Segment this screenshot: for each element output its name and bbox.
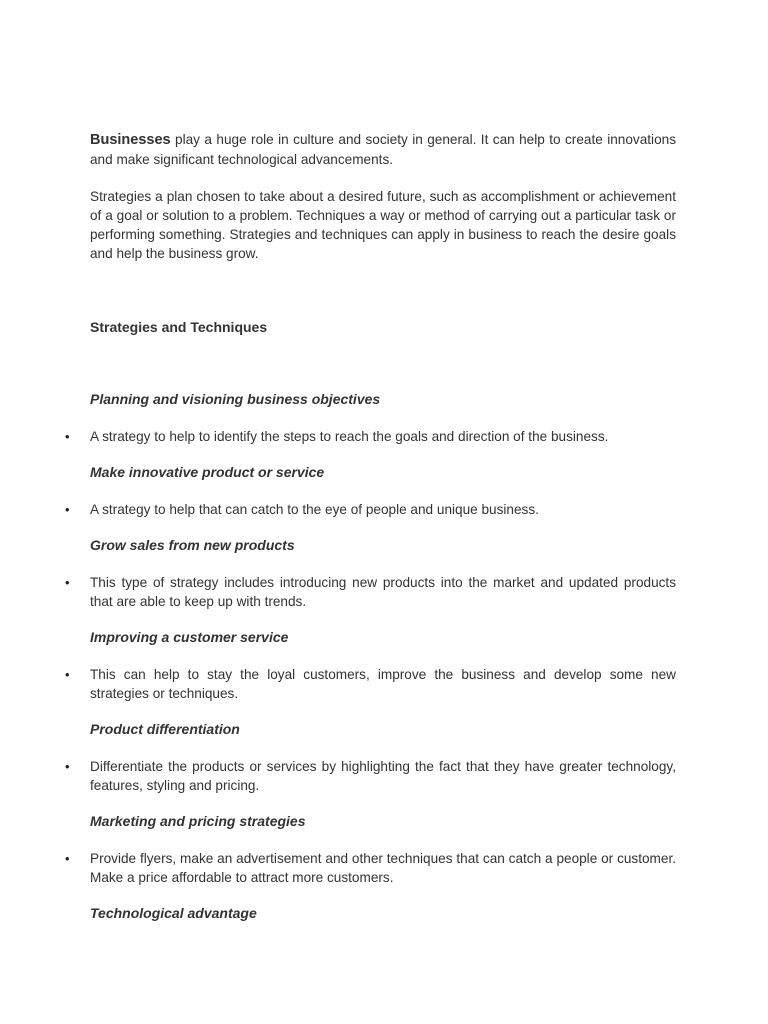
bullet-item-marketing-pricing: • Provide flyers, make an advertisement and other techniques that can catch a people or customer. Make a price affordable to attract more customers.	[90, 849, 676, 887]
bullet-item-grow-sales: • This type of strategy includes introducing new products into the market and updated products that are able to keep up with trends.	[90, 573, 676, 611]
lead-word: Businesses	[90, 132, 171, 148]
section-title: Strategies and Techniques	[90, 319, 268, 335]
bullet-item-planning: • A strategy to help to identify the steps to reach the goals and direction of the business.	[90, 427, 676, 446]
intro-paragraph-2: Strategies a plan chosen to take about a desired future, such as accomplishment or achievement of a goal or solution to a problem. Techniques a way or method of carrying out a particular task or performing something. Strategies and techniques can apply in business to reach the desire goals and help the business grow.	[90, 189, 676, 261]
bullet-item-customer-service: • This can help to stay the loyal customers, improve the business and develop some new strategies or techniques.	[90, 665, 676, 703]
sub-heading-technological-advantage: Technological advantage	[90, 905, 257, 921]
document-page	[90, 130, 676, 941]
sub-heading-customer-service: Improving a customer service	[90, 629, 289, 645]
bullet-item-innovative-product: • A strategy to help that can catch to the eye of people and unique business.	[90, 500, 676, 519]
sub-heading-innovative-product: Make innovative product or service	[90, 464, 325, 480]
intro-paragraph-1	[90, 130, 676, 169]
sub-heading-grow-sales: Grow sales from new products	[90, 537, 295, 553]
sub-heading-product-differentiation: Product differentiation	[90, 721, 240, 737]
sub-heading-planning: Planning and visioning business objectives	[90, 391, 381, 407]
sub-heading-marketing-pricing: Marketing and pricing strategies	[90, 813, 306, 829]
bullet-item-product-differentiation: • Differentiate the products or services by highlighting the fact that they have greater technology, features, styling and pricing.	[90, 757, 676, 795]
intro-paragraph-1-text: play a huge role in culture and society in general. It can help to create innovations and make significant technological advancements.	[90, 132, 676, 167]
